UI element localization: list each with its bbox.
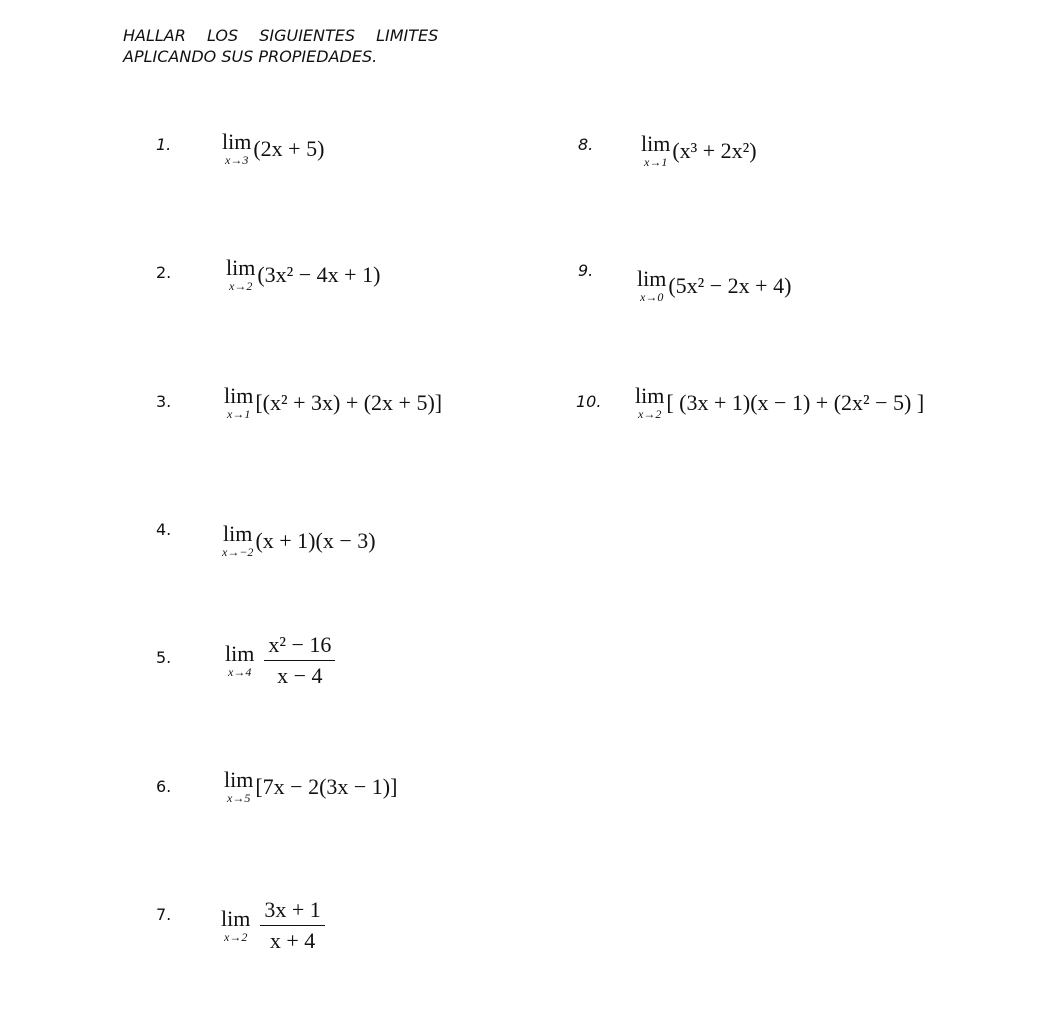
- lim-operator: lim x→1: [224, 383, 254, 421]
- limit-expression-3: [224, 385, 442, 420]
- limit-body: (x³ + 2x²): [672, 137, 757, 163]
- problem-number-9: 9.: [578, 261, 594, 280]
- problem-number-2: 2.: [156, 263, 172, 282]
- page-title: [123, 25, 438, 67]
- limit-body: [7x − 2(3x − 1)]: [255, 773, 398, 799]
- problem-number-1: 1.: [156, 135, 172, 154]
- limit-expression-10: [635, 385, 924, 420]
- lim-operator: lim x→4: [225, 641, 255, 679]
- limit-expression-6: [224, 769, 397, 804]
- limit-expression-8: [641, 133, 757, 168]
- lim-operator: lim x→2: [635, 383, 665, 421]
- limit-expression-4: [222, 523, 376, 558]
- limit-body: (x + 1)(x − 3): [255, 527, 376, 553]
- limit-expression-1: [222, 131, 324, 166]
- fraction: [264, 633, 335, 688]
- problem-number-10: 10.: [576, 392, 602, 411]
- title-line-2: APLICANDO SUS PROPIEDADES.: [123, 47, 378, 66]
- lim-operator: lim x→1: [641, 131, 671, 169]
- limit-expression-2: [226, 257, 380, 292]
- lim-operator: lim x→2: [226, 255, 256, 293]
- lim-operator: lim x→−2: [222, 521, 254, 559]
- problem-number-3: 3.: [156, 392, 172, 411]
- title-line-1: HALLAR LOS SIGUIENTES LIMITES: [123, 26, 439, 45]
- limit-expression-5: [225, 633, 335, 688]
- limit-body: (2x + 5): [253, 135, 325, 161]
- limit-body: [ (3x + 1)(x − 1) + (2x² − 5) ]: [666, 389, 925, 415]
- limit-expression-9: [637, 268, 791, 303]
- numerator: 3x + 1: [260, 898, 324, 926]
- fraction: [260, 898, 324, 953]
- limit-body: [(x² + 3x) + (2x + 5)]: [255, 389, 443, 415]
- lim-operator: lim x→3: [222, 129, 252, 167]
- problem-number-7: 7.: [156, 905, 172, 924]
- problem-number-8: 8.: [578, 135, 594, 154]
- lim-operator: lim x→5: [224, 767, 254, 805]
- problem-number-4: 4.: [156, 520, 172, 539]
- lim-operator: lim x→0: [637, 266, 667, 304]
- numerator: x² − 16: [264, 633, 335, 661]
- limit-body: (3x² − 4x + 1): [257, 261, 381, 287]
- problem-number-5: 5.: [156, 648, 172, 667]
- lim-operator: lim x→2: [221, 906, 251, 944]
- limit-body: (5x² − 2x + 4): [668, 272, 792, 298]
- limit-expression-7: [221, 898, 325, 953]
- denominator: x − 4: [277, 663, 323, 688]
- problem-number-6: 6.: [156, 777, 172, 796]
- denominator: x + 4: [269, 928, 316, 953]
